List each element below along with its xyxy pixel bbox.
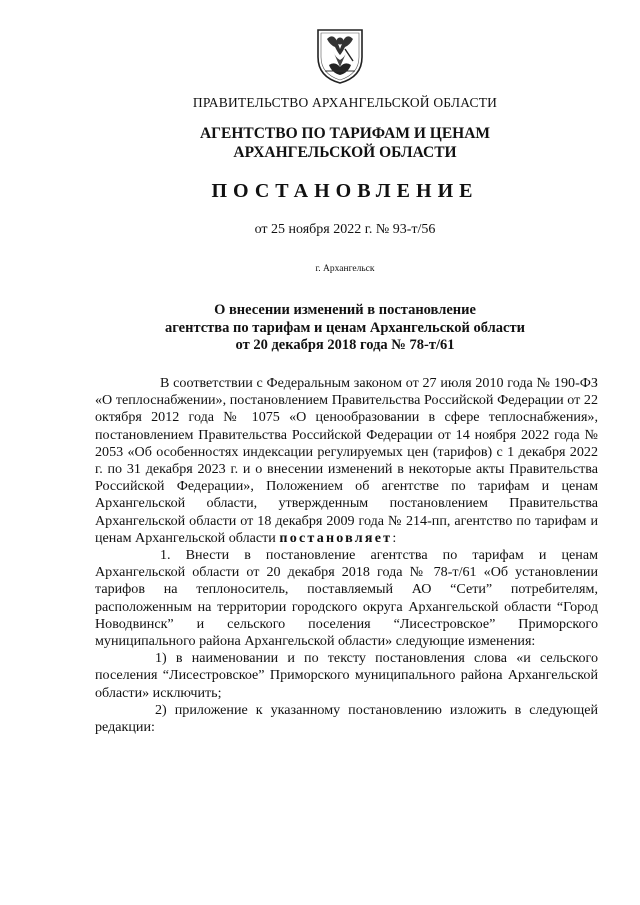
document-subject [120,302,570,355]
agency-heading-line1: АГЕНТСТВО ПО ТАРИФАМ И ЦЕНАМ [199,125,491,142]
agency-heading-line2: АРХАНГЕЛЬСКОЙ ОБЛАСТИ [233,144,457,161]
document-body [95,375,598,736]
decree-colon: : [392,529,397,546]
document-type-title: ПОСТАНОВЛЕНИЕ [211,180,479,202]
subject-line2: агентства по тарифам и ценам Архангельской области [165,319,525,336]
document-city: г. Архангельск [315,264,375,274]
agency-heading [120,124,570,162]
preamble-text: В соответствии с Федеральным законом от 27 июля 2010 года № 190-ФЗ «О теплоснабжении», постановлением Правительства Российской Федерации от 22 октября 2012 года № 1075 «О ценообразовании в сфере теплоснабжения», постановлением Правительства Российской Федерации от 14 ноября 2022 года № 2053 «Об особенностях индексации регулируемых цен (тарифов) с 1 декабря 2022 г. по 31 декабря 2023 г. и о внесении изменений в некоторые акты Правительства Российской Федерации», Положением об агентстве по тарифам и ценам Архангельской области, утвержденным постановлением Правительства Архангельской области от 18 декабря 2009 года № 214-пп, агентство по тарифам и ценам Архангельской области [95,375,598,546]
document-date-number: от 25 ноября 2022 г. № 93-т/56 [254,222,436,237]
preamble-paragraph [95,375,598,547]
item-1-paragraph: 1. Внести в постановление агентства по тарифам и ценам Архангельской области от 20 декабря 2018 года № 78-т/61 «Об установлении тарифов на теплоноситель, поставляемый АО “Сети” потребителям, расположенным на территории городского округа Архангельской области “Город Новодвинск” и сельского поселения “Лисестровское” Приморского муниципального района Архангельской области» следующие изменения: [95,547,598,650]
decree-word: постановляет [279,529,393,546]
item-1-2-paragraph: 2) приложение к указанному постановлению изложить в следующей редакции: [95,701,598,736]
subject-line3: от 20 декабря 2018 года № 78-т/61 [235,337,455,353]
item-1-1-paragraph: 1) в наименовании и по тексту постановления слова «и сельского поселения “Лисестровское” Приморского муниципального района Архангельской области» исключить; [95,650,598,701]
government-heading: ПРАВИТЕЛЬСТВО АРХАНГЕЛЬСКОЙ ОБЛАСТИ [192,95,498,110]
coat-of-arms-icon [315,27,365,85]
subject-line1: О внесении изменений в постановление [214,302,476,318]
